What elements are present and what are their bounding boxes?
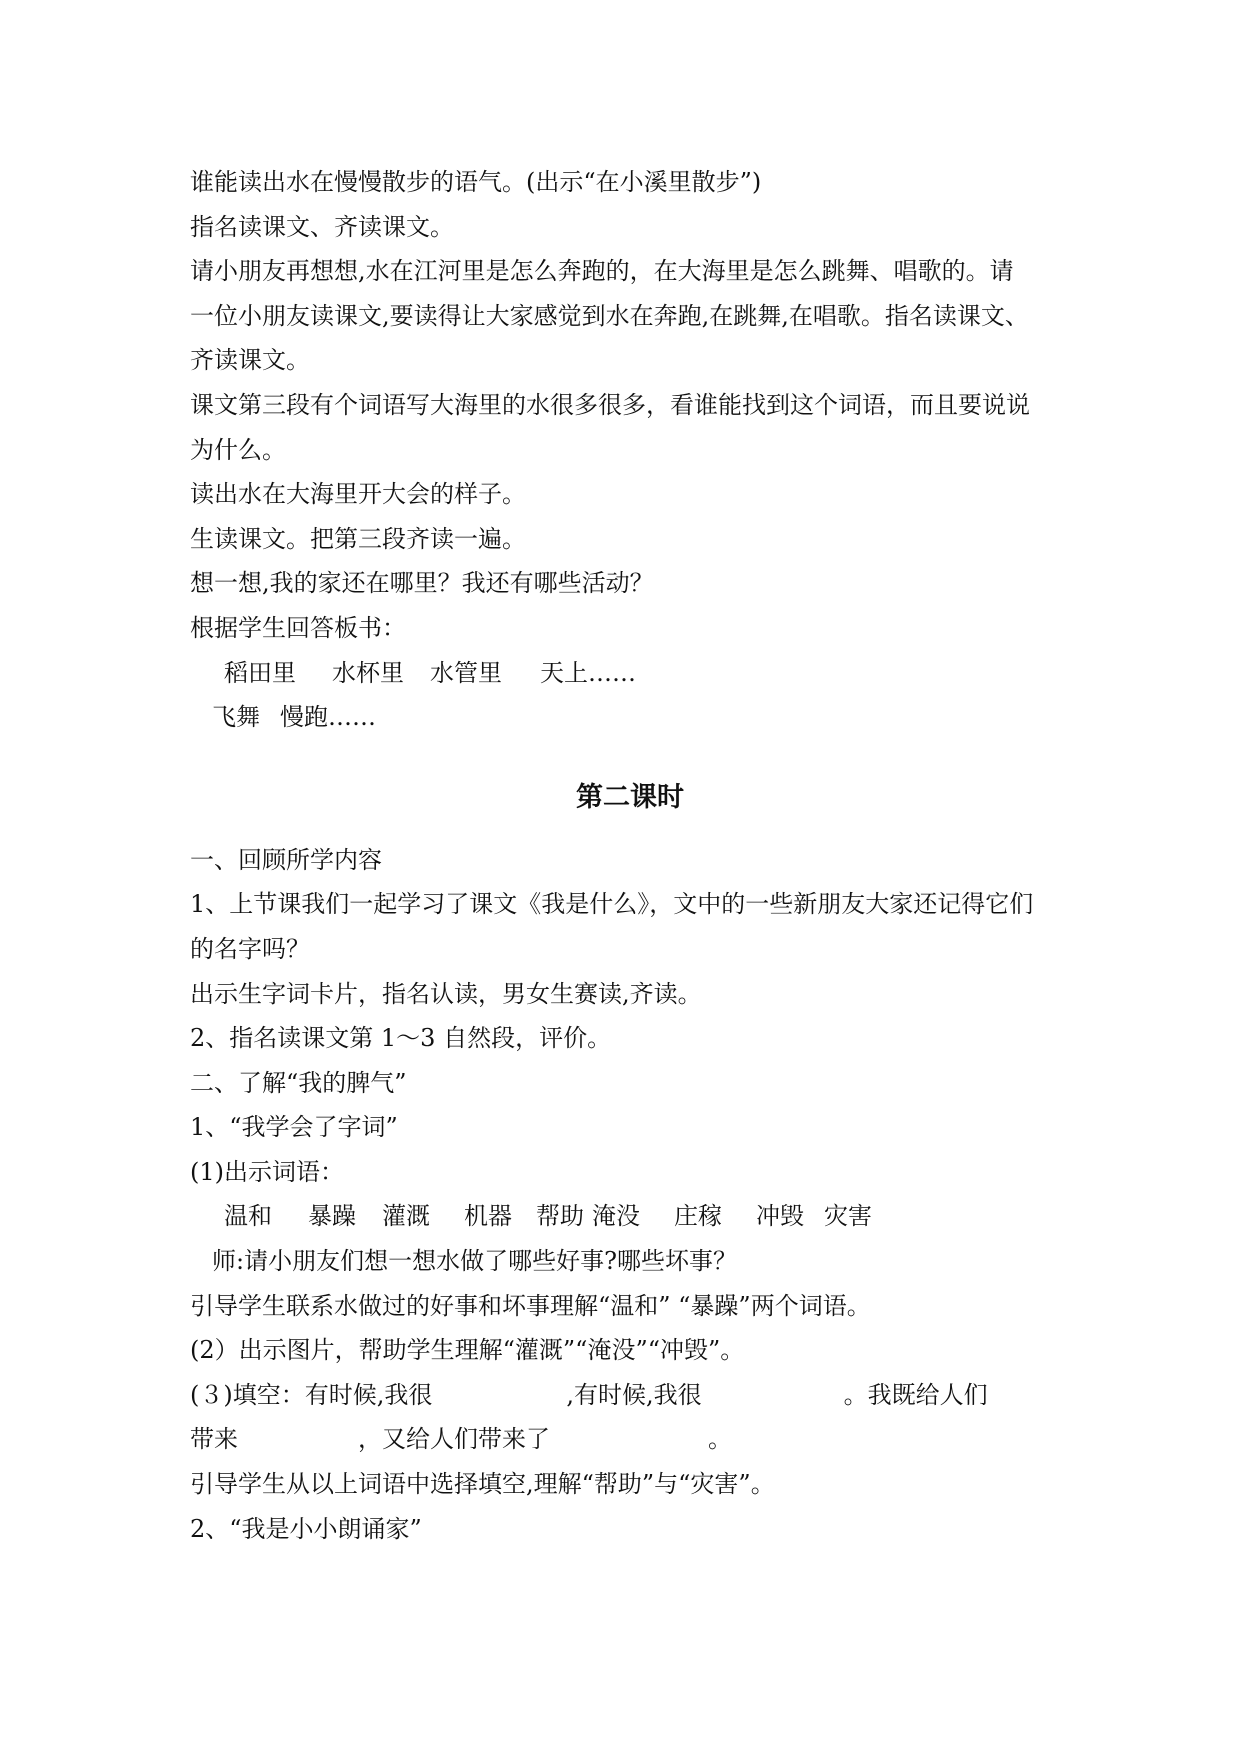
vocab-word: 温和 bbox=[224, 1202, 272, 1231]
fill-blank-text: 带来 bbox=[190, 1425, 238, 1454]
text-line: 1、上节课我们一起学习了课文《我是什么》，文中的一些新朋友大家还记得它们 bbox=[190, 890, 1034, 919]
vocab-word: 暴躁 bbox=[308, 1202, 356, 1231]
text-line: 引导学生从以上词语中选择填空,理解“帮助”与“灾害”。 bbox=[190, 1470, 775, 1499]
text-line: 的名字吗？ bbox=[190, 934, 310, 963]
text-line: 二、了解“我的脾气” bbox=[190, 1068, 407, 1097]
board-places-row bbox=[190, 651, 1070, 696]
text-line: 根据学生回答板书： bbox=[190, 613, 406, 642]
fill-blank-text: 。 bbox=[708, 1425, 732, 1454]
section-title: 第二课时 bbox=[576, 781, 684, 813]
board-word: 稻田里 bbox=[224, 658, 296, 687]
vocab-word: 庄稼 bbox=[674, 1202, 722, 1231]
vocab-row bbox=[190, 1194, 1070, 1239]
document-body bbox=[190, 160, 1070, 1551]
text-line: 课文第三段有个词语写大海里的水很多很多，看谁能找到这个词语，而且要说说 bbox=[190, 390, 1030, 419]
section-spacer bbox=[190, 740, 1070, 752]
text-line: 2、“我是小小朗诵家” bbox=[190, 1514, 422, 1543]
fill-blank-text: ，又给人们带来了 bbox=[358, 1425, 550, 1454]
board-actions-row bbox=[190, 695, 1070, 740]
text-line: 齐读课文。 bbox=[190, 346, 310, 375]
vocab-word: 帮助 bbox=[536, 1202, 584, 1231]
teacher-line: 师:请小朋友们想一想水做了哪些好事?哪些坏事？ bbox=[212, 1247, 737, 1276]
vocab-word: 淹没 bbox=[592, 1202, 640, 1231]
vocab-word: 灌溉 bbox=[382, 1202, 430, 1231]
text-line: 出示生字词卡片，指名认读，男女生赛读,齐读。 bbox=[190, 979, 702, 1008]
board-word: 飞舞 bbox=[212, 703, 260, 732]
text-line: 一位小朋友读课文,要读得让大家感觉到水在奔跑,在跳舞,在唱歌。指名读课文、 bbox=[190, 301, 1029, 330]
text-line: (2）出示图片，帮助学生理解“灌溉”“淹没”“冲毁”。 bbox=[190, 1336, 745, 1365]
text-line: 请小朋友再想想,水在江河里是怎么奔跑的，在大海里是怎么跳舞、唱歌的。请 bbox=[190, 257, 1014, 286]
fill-blank-text: 。我既给人们 bbox=[843, 1380, 988, 1409]
vocab-word: 灾害 bbox=[824, 1202, 872, 1231]
text-line: 1、“我学会了字词” bbox=[190, 1113, 398, 1142]
text-line: (1)出示词语： bbox=[190, 1157, 344, 1186]
vocab-word: 机器 bbox=[464, 1202, 512, 1231]
text-line: 想一想,我的家还在哪里？我还有哪些活动？ bbox=[190, 569, 654, 598]
text-line: 引导学生联系水做过的好事和坏事理解“温和” “暴躁”两个词语。 bbox=[190, 1291, 871, 1320]
text-line: 一、回顾所学内容 bbox=[190, 845, 382, 874]
board-word: 水杯里 bbox=[332, 658, 404, 687]
text-line: 谁能读出水在慢慢散步的语气。(出示“在小溪里散步”) bbox=[190, 168, 762, 196]
text-line: 2、指名读课文第 1～3 自然段，评价。 bbox=[190, 1024, 612, 1053]
text-line: 指名读课文、齐读课文。 bbox=[190, 212, 454, 241]
vocab-word: 冲毁 bbox=[756, 1202, 804, 1231]
board-word: 水管里 bbox=[430, 658, 502, 687]
board-word: 天上…… bbox=[540, 658, 636, 687]
fill-blank-text: (３)填空：有时候,我很 bbox=[190, 1380, 433, 1409]
board-word: 慢跑…… bbox=[280, 703, 376, 732]
text-line: 读出水在大海里开大会的样子。 bbox=[190, 480, 526, 509]
fill-blank-line-1 bbox=[190, 1373, 1070, 1418]
fill-blank-line-2 bbox=[190, 1417, 1070, 1462]
text-line: 为什么。 bbox=[190, 435, 286, 464]
text-line: 生读课文。把第三段齐读一遍。 bbox=[190, 524, 526, 553]
fill-blank-text: ,有时候,我很 bbox=[566, 1380, 702, 1409]
